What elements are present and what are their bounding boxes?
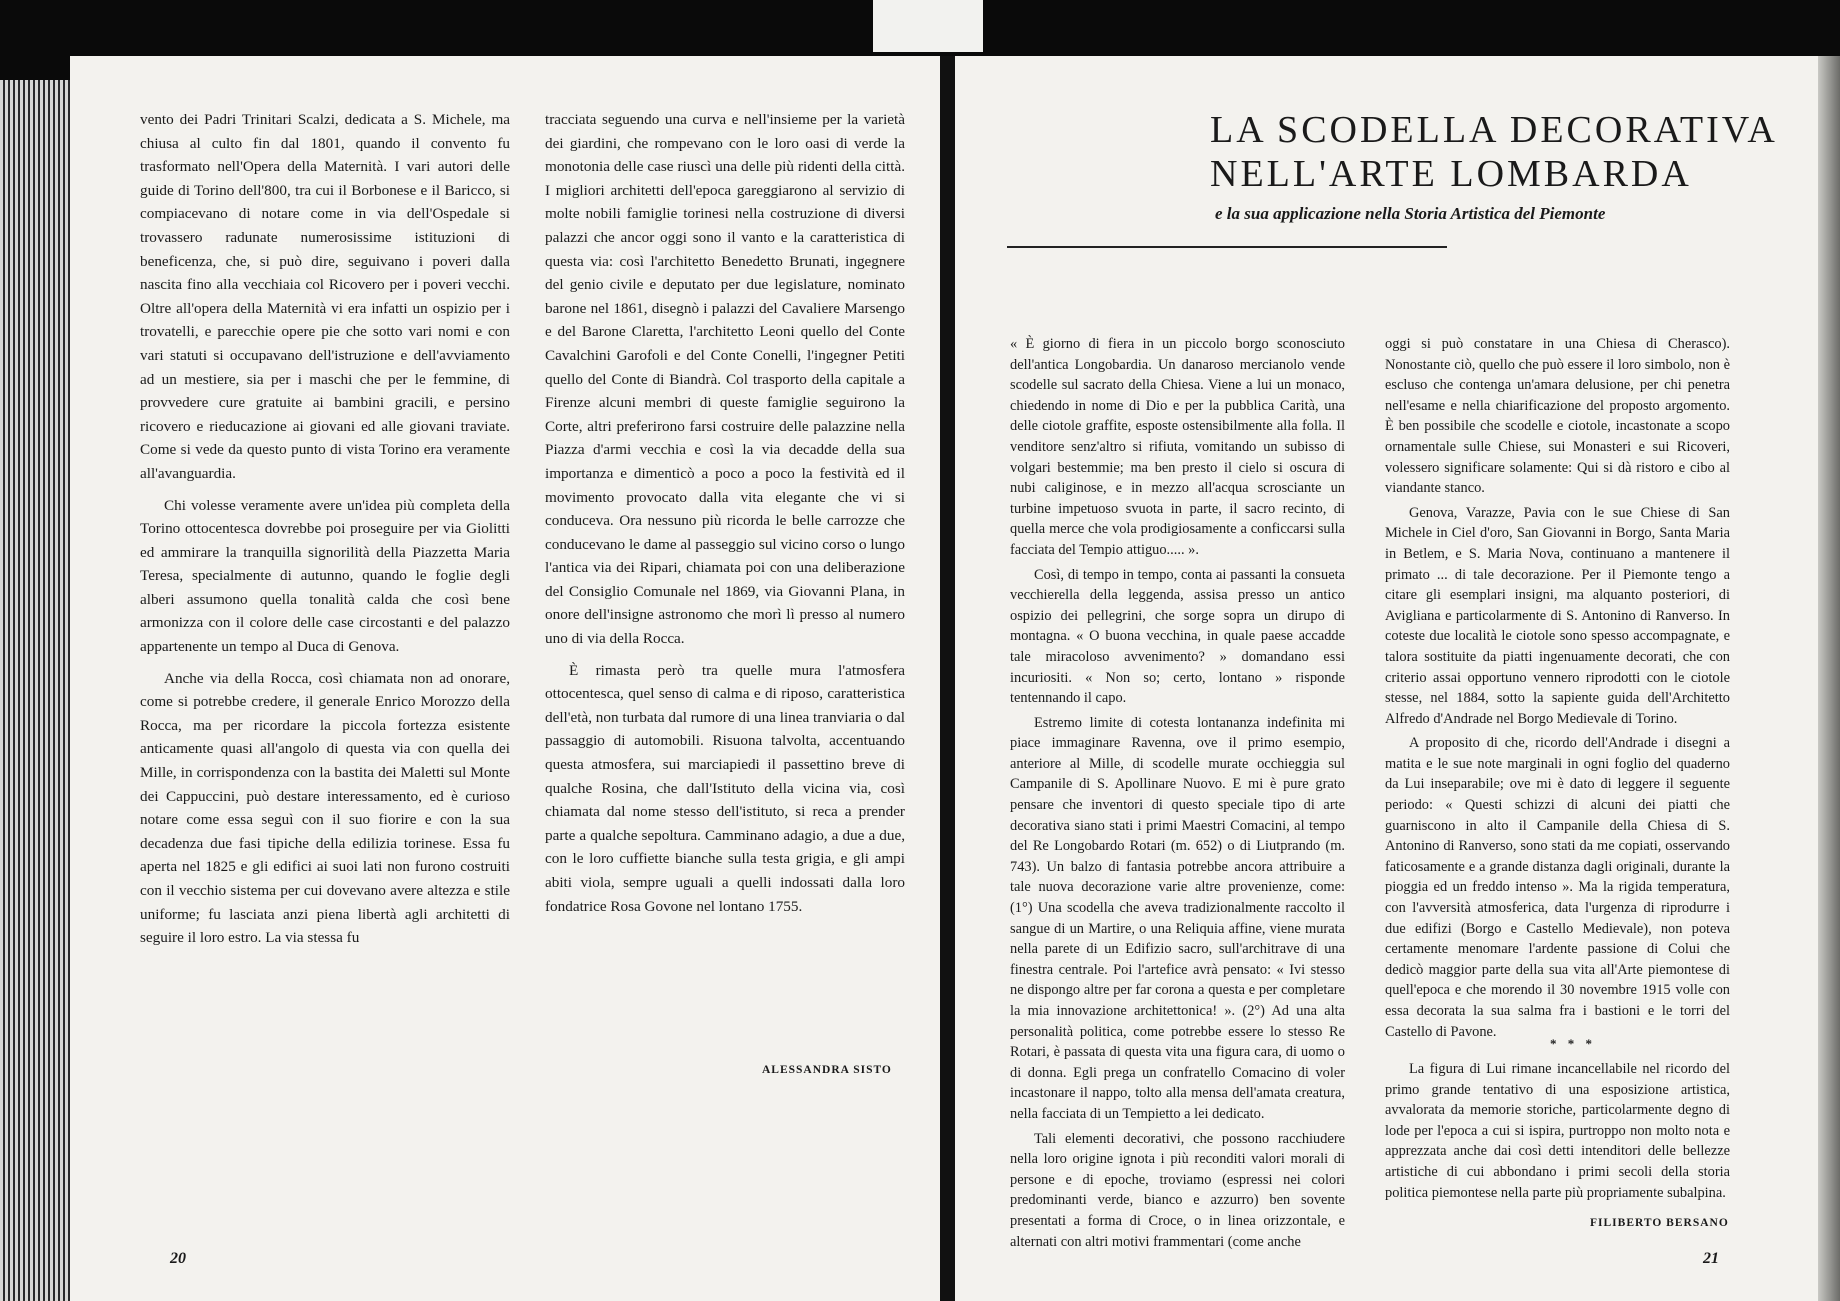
paragraph: Anche via della Rocca, così chiamata non ad onorare, come si potrebbe credere, il generale Enrico Morozzo della Rocca, ma per ricordare la piccola fortezza esistente anticamente quasi all'angolo di questa via con quella dei Mille, in corrispondenza con la bastita dei Maletti sul Monte dei Cappuccini, può destare interessamento, ed è curioso notare come essa seguì con il suo fiorire e con la sua decadenza due fasi tipiche della edilizia torinese. Essa fu aperta nel 1825 e gli edifici ai suoi lati non furono costruiti con il vecchio sistema per cui dovevano avere altezza e stile uniforme; fu lasciata anzi piena libertà agli architetti di seguire il loro estro. La via stessa fu <box>140 669 510 947</box>
right-page <box>955 56 1840 1301</box>
section-separator: * * * <box>1550 1036 1596 1051</box>
paragraph: Tali elementi decorativi, che possono racchiudere nella loro origine ignota i più reconditi valori morali di persone e di epoche, troviamo (espressi nei colori predominanti verde, bianco e azzurro) ben sovente presentati a forma di Croce, o in linea orizzontale, e alternati con altri motivi frammentari (come anche <box>1010 1130 1345 1250</box>
top-background-notch <box>873 0 983 52</box>
paragraph: Così, di tempo in tempo, conta ai passanti la consueta vecchierella della leggenda, assisa presso un antico ospizio dei pellegrini, che sorge sopra un dirupo di montagna. « O buona vecchina, in quale paese accadde tale miracoloso avvenimento? » domandano essi incuriositi. « Non so; certo, lontano » risponde tentennando il capo. <box>1010 566 1345 707</box>
page-edge-shadow <box>1818 56 1840 1301</box>
paragraph: tracciata seguendo una curva e nell'insieme per la varietà dei giardini, che rompevano con le loro oasi di verde la monotonia delle case riuscì una delle più ridenti della città. I migliori architetti dell'epoca gareggiarono al servizio di molte nobili famiglie torinesi nella costruzione di diversi palazzi che ancor oggi sono il vanto e la caratteristica di questa via: così l'architetto Benedetto Brunati, ingegnere del genio civile e deputato per due legislature, nominato barone nel 1861, disegnò i palazzi del Cavaliere Marsengo e del Barone Claretta, l'architetto Leoni quello del Conte Cavalchini Garofoli e del Conte Conelli, l'ingegner Petiti quello del Conte di Biandrà. Col trasporto della capitale a Firenze alcuni membri di queste famiglie seguirono la Corte, altri preferirono farsi costruire delle palazzine nella Piazza d'armi vecchia e così la via decadde della sua importanza e dimenticò a poco a poco la festività ed il movimento provocato dalla vita elegante che vi si conduceva. Ora nessuno più ricorda le belle carrozze che conducevano le dame al passeggio sul vicino corso o lungo l'antica via dei Ripari, chiamata poi con una deliberazione del Consiglio Comunale nel 1869, via Giovanni Plana, in onore dell'insigne astronomo che morì lì presso al numero uno di via della Rocca. <box>545 111 905 648</box>
left-column-2 <box>545 108 905 918</box>
paragraph: A proposito di che, ricordo dell'Andrade i disegni a matita e le sue note marginali in ogni foglio del quaderno da Lui inseparabile; ove mi è dato di leggere il seguente periodo: « Questi schizzi di alcuni dei piatti che guarniscono in alto il Campanile della Chiesa di S. Antonino di Ranverso, sono stati da me copiati, osservando faticosamente e a grande distanza dagli originali, durante la pioggia ed un freddo intenso ». Ma la rigida temperatura, con l'avversità atmosferica, data l'urgenza di riprodurre i due edifizi (Borgo e Castello Medievale), non poteva certamente menomare l'ardente passione di Colui che dedicò maggior parte della sua vita all'Arte piemontese di quell'epoca e che morendo il 30 novembre 1915 volle con essa decorata la sua salma fra i bastioni e le torri del Castello di Pavone. <box>1385 735 1730 1040</box>
page-number: 21 <box>1703 1250 1719 1267</box>
right-column-1 <box>1010 334 1345 1252</box>
paragraph: È rimasta però tra quelle mura l'atmosfera ottocentesca, quel senso di calma e di riposo, caratteristica dell'età, non turbata dal rumore di una linea tranviaria o dal passaggio di automobili. Risuona talvolta, accentuando questa atmosfera, sui marciapiedi il passettino breve di qualche Rosina, che dall'Istituto della vicina via, così chiamata dal nome stesso dell'istituto, si reca a prender parte a qualche sepoltura. Camminano adagio, a due a due, con le loro cuffiette bianche sulla testa grigia, e gli ampi abiti viola, sempre uguali a quelli indossati dalla loro fondatrice Rosa Govone nel lontano 1755. <box>545 661 905 915</box>
book-gutter <box>940 56 955 1301</box>
author-signature: FILIBERTO BERSANO <box>1590 1217 1729 1229</box>
paragraph: Chi volesse veramente avere un'idea più completa della Torino ottocentesca dovrebbe poi proseguire per via Giolitti ed ammirare la tranquilla signorilità della Piazzetta Maria Teresa, specialmente di autunno, quando le foglie degli alberi assumono quella tonalità calda che così bene armonizza con il colore delle case circostanti e del palazzo appartenente un tempo al Duca di Genova. <box>140 496 510 656</box>
paragraph: vento dei Padri Trinitari Scalzi, dedicata a S. Michele, ma chiusa al culto fin dal 1801, quando il convento fu trasformato nell'Opera della Maternità. I vari autori delle guide di Torino dell'800, tra cui il Borbonese e il Baricco, si compiacevano di notare come in via dell'Ospedale si trovassero radunate numerosissime istituzioni di beneficenza, che, si può dire, seguivano i poveri dalla nascita fino alla vecchiaia col Ricovero per i poveri vecchi. Oltre all'opera della Maternità vi era infatti un ospizio per i trovatelli, e parecchie opere pie che sotto vari nomi e con vari statuti si occupavano dell'istruzione e dell'avviamento ad un mestiere, sia per i maschi che per le femmine, di provvedere cure gratuite ai bambini gracili, e persino ricovero e rieducazione ai giovani ed alle giovani traviate. Come si vede da questo punto di vista Torino era veramente all'avanguardia. <box>140 111 510 482</box>
author-signature: ALESSANDRA SISTO <box>762 1064 892 1076</box>
paragraph: Genova, Varazze, Pavia con le sue Chiese di San Michele in Ciel d'oro, San Giovanni in Borgo, Santa Maria in Betlem, e S. Maria Nova, continuano a mantenere il primato ... di tale decorazione. Per il Piemonte tengo a citare gli esemplari insigni, ma alquanto posteriori, di Avigliana e particolarmente di S. Antonino di Ranverso. In coteste due località le ciotole sono spesso accompagnate, e talora sostituite da piatti ingenuamente decorati, che con criterio assai opportuno vennero riprodotti con le ciotole stesse, nel 1884, sotto la sapiente guida dell'Architetto Alfredo d'Andrade nel Borgo Medievale di Torino. <box>1385 504 1730 727</box>
left-column-1 <box>140 108 510 950</box>
right-column-2-closing <box>1385 1059 1730 1203</box>
right-column-2 <box>1385 334 1730 1042</box>
left-page <box>70 56 940 1301</box>
article-title-line-2: NELL'ARTE LOMBARDA <box>1210 153 1692 195</box>
title-divider <box>1007 246 1447 248</box>
article-subtitle: e la sua applicazione nella Storia Artistica del Piemonte <box>1215 204 1606 223</box>
paragraph: Estremo limite di cotesta lontananza indefinita mi piace immaginare Ravenna, ove il primo esempio, anteriore al Mille, di scodelle murate occhieggia sul Campanile di S. Apollinare Nuovo. E mi è pure grato pensare che inventori di questo speciale tipo di arte decorativa siano stati i primi Maestri Comacini, al tempo del Re Longobardo Rotari (m. 652) o di Liutprando (m. 743). Un balzo di fantasia potrebbe ancora attribuire a tale nuova decorazione varie altre provenienze, come: (1°) Una scodella che aveva tradizionalmente raccolto il sangue di un Martire, o una Reliquia affine, viene murata nella parete di un Edifizio sacro, sull'architrave di una finestra centrale. Poi l'artefice avrà pensato: « Ivi stesso ne dispongo altre per far corona a questa e per completare la mia innovazione architettonica! ». (2°) Ad una alta personalità politica, come potrebbe essere lo stesso Re Rotari, è passata di questa vita una figura cara, di uomo o di donna. Egli prega un confratello Comacino di voler incastonare il nappo, tolto alla mensa dell'amata creatura, nella facciata di un Tempietto a lei dedicato. <box>1010 714 1345 1122</box>
page-number: 20 <box>170 1250 186 1267</box>
paragraph: La figura di Lui rimane incancellabile nel ricordo del primo grande tentativo di una esposizione artistica, avvalorata da memorie storiche, particolarmente degno di lode per l'epoca a cui si ispira, purtroppo non molto nota e apprezzata anche dai così detti intenditori delle bellezze artistiche di cui abbondano i primi secoli della storia politica piemontese nella parte più propriamente subalpina. <box>1385 1061 1730 1201</box>
article-title-line-1: LA SCODELLA DECORATIVA <box>1210 109 1778 151</box>
book-page-edges <box>0 80 72 1301</box>
paragraph: « È giorno di fiera in un piccolo borgo sconosciuto dell'antica Longobardia. Un danaroso mercianolo vende scodelle sul sacrato della Chiesa. Viene a lui un monaco, chiedendo in nome di Dio e per la pubblica Carità, una delle ciotole graffite, esposte ostensibilmente alla folla. Il venditore senz'altro si rifiuta, vomitando un subisso di volgari bestemmie; ma ben presto il cielo si oscura di nubi caliginose, e in mezzo all'acqua scrosciante un turbine impetuoso svuota in parte, il sacro recinto, di quella merce che vola prodigiosamente a conficcarsi sulla facciata del Tempio attiguo..... ». <box>1010 336 1345 558</box>
paragraph: oggi si può constatare in una Chiesa di Cherasco). Nonostante ciò, quello che può essere il loro simbolo, non è escluso che contenga un'amara delusione, per chi penetra nell'esame e nella chiarificazione del proposto argomento. È ben possibile che scodelle e ciotole, incastonate a scopo ornamentale sulle Chiese, sui Monasteri e sui Ricoveri, volessero significare solamente: Qui si dà ristoro e cibo al viandante stanco. <box>1385 336 1730 497</box>
